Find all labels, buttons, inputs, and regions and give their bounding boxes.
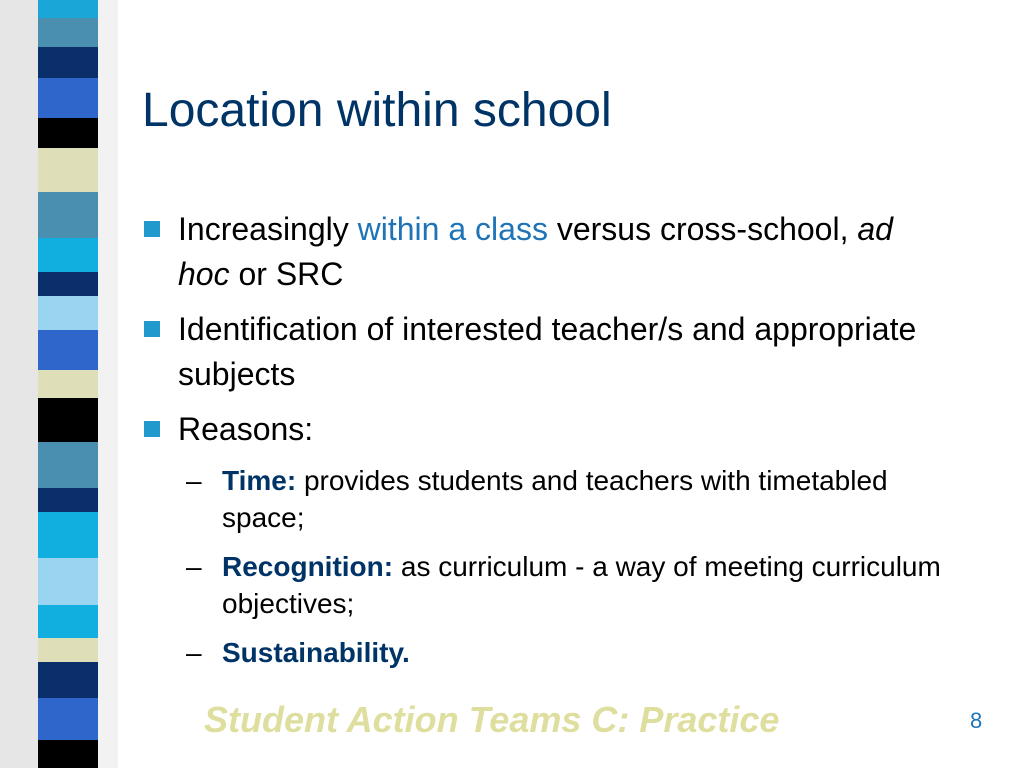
bullet-1-highlight: within a class xyxy=(357,211,548,247)
stripe-block xyxy=(38,47,98,78)
dash-bullet-icon: – xyxy=(186,465,202,496)
sub-term-recognition: Recognition: xyxy=(222,551,394,582)
square-bullet-icon xyxy=(144,421,160,437)
stripe-block xyxy=(38,148,98,192)
stripe-block xyxy=(38,192,98,238)
sub-text-recognition: as curriculum - a way of meeting curriculum objectives; xyxy=(222,551,941,619)
sub-item-sustainability xyxy=(142,634,942,671)
slide-title: Location within school xyxy=(142,84,612,137)
sub-term-sustainability: Sustainability. xyxy=(222,637,410,668)
bullet-item-2 xyxy=(142,307,942,397)
slide-content xyxy=(142,207,942,683)
bullet-1-text-c: or SRC xyxy=(229,256,344,292)
sub-item-time xyxy=(142,462,942,536)
bullet-item-1 xyxy=(142,207,942,297)
dash-bullet-icon: – xyxy=(186,637,202,668)
sub-item-recognition xyxy=(142,548,942,622)
bullet-2-text: Identification of interested teacher/s and appropriate subjects xyxy=(178,311,917,392)
stripe-block xyxy=(38,272,98,296)
reasons-sub-list xyxy=(142,462,942,671)
bullet-3-text: Reasons: xyxy=(178,411,314,447)
bullet-item-3 xyxy=(142,407,942,452)
bullet-1-italic: ad hoc xyxy=(178,211,893,292)
stripe-block xyxy=(38,638,98,662)
dash-bullet-icon: – xyxy=(186,551,202,582)
bullet-1-text-a: Increasingly xyxy=(178,211,358,247)
stripe-block xyxy=(38,605,98,638)
stripe-block xyxy=(38,662,98,698)
square-bullet-icon xyxy=(144,221,160,237)
stripe-block xyxy=(38,370,98,398)
stripe-block xyxy=(38,488,98,512)
stripe-block xyxy=(38,330,98,370)
stripe-block xyxy=(38,296,98,330)
stripe-block xyxy=(38,442,98,488)
slide-footer: Student Action Teams C: Practice xyxy=(204,699,780,740)
decorative-side-stripe xyxy=(0,0,118,768)
stripe-block xyxy=(38,78,98,118)
stripe-block xyxy=(38,558,98,605)
stripe-block xyxy=(38,18,98,47)
bullet-1-text-b: versus cross-school, xyxy=(547,211,858,247)
stripe-block xyxy=(38,238,98,272)
stripe-block xyxy=(38,698,98,740)
sub-term-time: Time: xyxy=(222,465,297,496)
stripe-block xyxy=(38,740,98,768)
page-number: 8 xyxy=(970,708,983,733)
stripe-block xyxy=(38,398,98,442)
stripe-block xyxy=(38,0,98,18)
stripe-block xyxy=(38,512,98,558)
sub-text-time: provides students and teachers with timetabled space; xyxy=(222,465,888,533)
stripe-block xyxy=(38,118,98,148)
square-bullet-icon xyxy=(144,321,160,337)
